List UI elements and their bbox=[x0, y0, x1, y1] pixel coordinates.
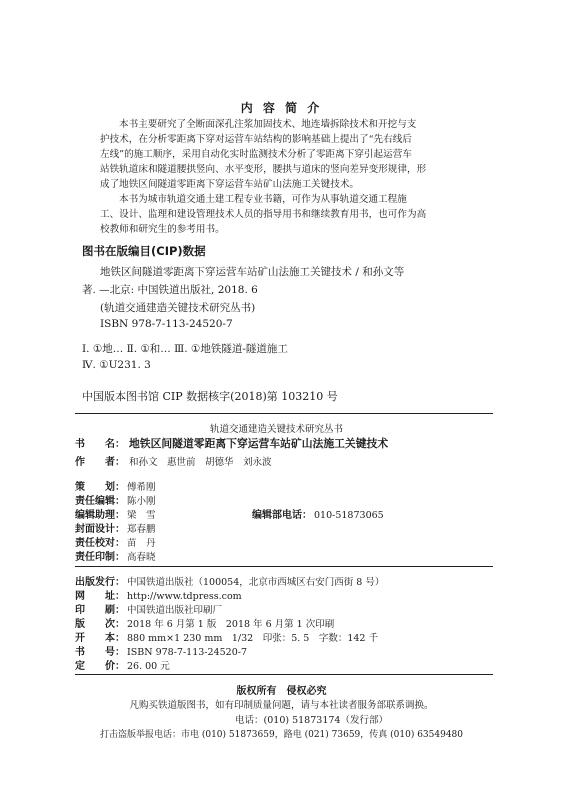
summary-line: 本书主要研究了全断面深孔注浆加固技术、地连墙拆除技术和开挖与支 bbox=[119, 119, 417, 130]
summary-line: 左线”的施工顺序，采用自动化实时监测技术分析了零距离下穿引起运营车 bbox=[100, 149, 412, 160]
cover-design-row bbox=[75, 520, 156, 535]
edition-label: 版 次： bbox=[75, 619, 125, 630]
cip-check-number: 中国版本图书馆 CIP 数据核字(2018)第 103210 号 bbox=[82, 390, 338, 403]
publisher-row bbox=[75, 573, 384, 588]
summary-line: 护技术，在分析零距离下穿对运营车站结构的影响基础上提出了“先右线后 bbox=[100, 134, 412, 145]
format-row bbox=[75, 629, 378, 644]
editor-label: 责任编辑： bbox=[75, 496, 125, 507]
summary-line: 工、设计、监理和建设管理技术人员的指导用书和继续教育用书，也可作为高 bbox=[100, 209, 427, 220]
cip-line: 地铁区间隧道零距离下穿运营车站矿山法施工关键技术 / 和孙文等 bbox=[100, 266, 405, 278]
cover-design-label: 封面设计： bbox=[75, 524, 125, 535]
assistant-row bbox=[75, 506, 156, 521]
proofreader-value: 苗 丹 bbox=[127, 538, 156, 549]
cip-line: Ⅰ. ①地… Ⅱ. ①和… Ⅲ. ①地铁隧道-隧道施工 bbox=[82, 343, 288, 355]
editor-value: 陈小刚 bbox=[127, 496, 156, 507]
format-value: 880 mm×1 230 mm 1/32 印张：5. 5 字数：142 千 bbox=[127, 633, 378, 644]
website-label: 网 址： bbox=[75, 591, 125, 602]
website-row bbox=[75, 587, 242, 602]
cip-heading: 图书在版编目(CIP)数据 bbox=[82, 244, 206, 258]
book-title-label: 书 名： bbox=[75, 439, 125, 450]
publisher-label: 出版发行： bbox=[75, 577, 125, 588]
proofreader-label: 责任校对： bbox=[75, 538, 125, 549]
price-row bbox=[75, 657, 170, 672]
isbn-label: 书 号： bbox=[75, 647, 125, 658]
printer-row bbox=[75, 601, 222, 616]
isbn-row bbox=[75, 643, 247, 658]
author-row bbox=[75, 453, 272, 468]
copyright-line: 凡购买铁道版图书，如有印制质量问题，请与本社读者服务部联系调换。 bbox=[129, 700, 434, 711]
printer-label: 印 刷： bbox=[75, 605, 125, 616]
summary-line: 站铁轨道床和隧道腰拱竖向、水平变形，腰拱与道床的竖向差异变形规律，形 bbox=[100, 164, 427, 175]
cip-line: (轨道交通建造关键技术研究丛书) bbox=[100, 302, 256, 314]
cip-line: Ⅳ. ①U231. 3 bbox=[82, 359, 151, 371]
printer-value: 中国铁道出版社印刷厂 bbox=[127, 605, 223, 616]
edition-value: 2018 年 6 月第 1 版 2018 年 6 月第 1 次印刷 bbox=[127, 619, 335, 630]
publisher-value: 中国铁道出版社（100054，北京市西城区右安门西街 8 号） bbox=[127, 577, 385, 588]
summary-line: 校教师和研究生的参考用书。 bbox=[100, 224, 225, 235]
copyright-line: 电话：(010) 51873174（发行部） bbox=[235, 715, 388, 726]
summary-title: 内 容 简 介 bbox=[240, 101, 323, 115]
planning-row bbox=[75, 478, 156, 493]
proofreader-row bbox=[75, 534, 156, 549]
price-value: 26. 00 元 bbox=[127, 661, 170, 672]
format-label: 开 本： bbox=[75, 633, 125, 644]
authors: 和孙文 惠世前 胡德华 刘永波 bbox=[129, 457, 272, 468]
print-supervisor-value: 高春晓 bbox=[127, 552, 156, 563]
cip-line: 著. —北京: 中国铁道出版社, 2018. 6 bbox=[82, 284, 258, 296]
summary-line: 成了地铁区间隧道零距离下穿运营车站矿山法施工关键技术。 bbox=[100, 179, 360, 190]
divider-rule bbox=[75, 674, 493, 675]
book-title: 地铁区间隧道零距离下穿运营车站矿山法施工关键技术 bbox=[129, 437, 389, 450]
editorial-phone-row bbox=[252, 506, 384, 521]
copyright-notice: 版权所有 侵权必究 bbox=[236, 686, 327, 697]
assistant-label: 编辑助理： bbox=[75, 510, 125, 521]
price-label: 定 价： bbox=[75, 661, 125, 672]
editor-row bbox=[75, 492, 156, 507]
divider-rule bbox=[75, 566, 493, 567]
print-supervisor-row bbox=[75, 548, 156, 563]
print-supervisor-label: 责任印制： bbox=[75, 552, 125, 563]
assistant-value: 梁 雪 bbox=[127, 510, 156, 521]
author-label: 作 者： bbox=[75, 457, 125, 468]
summary-line: 本书为城市轨道交通土建工程专业书籍，可作为从事轨道交通工程施 bbox=[119, 194, 407, 205]
planning-value: 傅希刚 bbox=[127, 482, 156, 493]
edition-row bbox=[75, 615, 334, 630]
editorial-phone: 010-51873065 bbox=[314, 510, 384, 521]
website-value: http://www.tdpress.com bbox=[127, 591, 242, 602]
copyright-line: 打击盗版举报电话：市电 (010) 51873659，路电 (021) 73659，传真 (010) 63549480 bbox=[99, 730, 464, 740]
cover-design-value: 郑春鹏 bbox=[127, 524, 156, 535]
divider-rule bbox=[75, 413, 493, 414]
editorial-phone-label: 编辑部电话： bbox=[252, 510, 312, 521]
summary-paragraph-1 bbox=[100, 117, 468, 192]
cip-line: ISBN 978-7-113-24520-7 bbox=[100, 318, 233, 330]
book-title-row bbox=[75, 435, 388, 451]
summary-paragraph-2 bbox=[100, 192, 468, 237]
planning-label: 策 划： bbox=[75, 482, 125, 493]
isbn-value: ISBN 978-7-113-24520-7 bbox=[127, 647, 247, 658]
series-name: 轨道交通建造关键技术研究丛书 bbox=[210, 424, 344, 435]
